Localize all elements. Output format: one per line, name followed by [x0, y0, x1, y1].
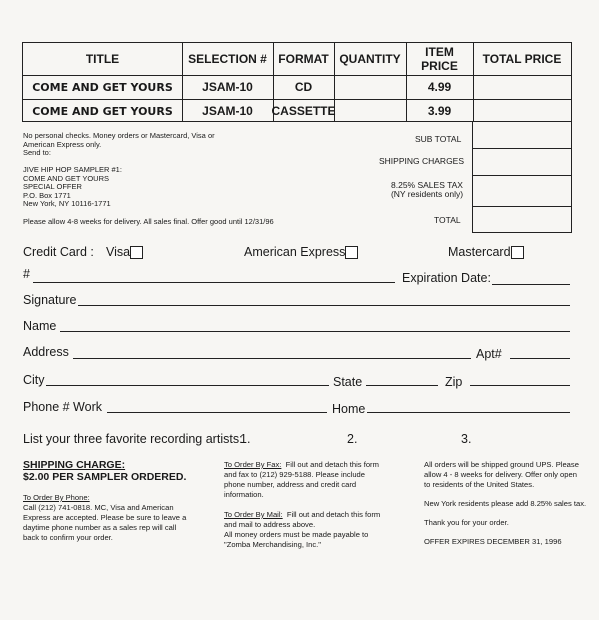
- phone-order-heading: To Order By Phone:: [23, 493, 90, 502]
- state-field[interactable]: [366, 385, 438, 386]
- apt-field[interactable]: [510, 358, 570, 359]
- sales-tax-label: 8.25% SALES TAX (NY residents only): [390, 180, 464, 199]
- work-phone-label: Phone # Work: [23, 400, 102, 414]
- work-phone-field[interactable]: [107, 412, 327, 413]
- ny-tax-note: New York residents please add 8.25% sales tax.: [424, 499, 587, 508]
- delivery-note: Please allow 4-8 weeks for delivery. All sales final. Offer good until 12/31/96: [23, 217, 274, 226]
- name-label: Name: [23, 319, 57, 333]
- city-label: City: [23, 373, 45, 387]
- card-number-field[interactable]: [33, 282, 395, 283]
- shipping-charges-label: SHIPPING CHARGES: [379, 156, 465, 166]
- fax-order-text: To Order By Fax: Fill out and detach this form: [224, 460, 379, 469]
- expiration-field[interactable]: [492, 284, 570, 285]
- zip-label: Zip: [445, 375, 463, 389]
- phone-order-text: Call (212) 741-0818. MC, Visa and American Express are accepted. Please be sure to leave a daytime phone number as a sales rep will call back to confirm your order.: [23, 503, 187, 542]
- thank-you-note: Thank you for your order.: [424, 518, 509, 527]
- header-title: TITLE: [85, 52, 120, 66]
- expiration-label: Expiration Date:: [402, 271, 491, 285]
- mailing-address: JIVE HIP HOP SAMPLER #1: COME AND GET YOURS SPECIAL OFFER P.O. Box 1771 New York, NY 10116-1771: [23, 165, 122, 209]
- header-quantity: QUANTITY: [339, 52, 401, 66]
- signature-field[interactable]: [78, 305, 570, 306]
- row2-selection: JSAM-10: [202, 104, 253, 118]
- artist-1-field[interactable]: 1.: [240, 432, 251, 446]
- credit-card-label: Credit Card :: [23, 245, 94, 259]
- zip-field[interactable]: [470, 385, 570, 386]
- address-label: Address: [23, 345, 69, 359]
- amex-label: American Express: [244, 245, 346, 259]
- home-phone-field[interactable]: [367, 412, 570, 413]
- row1-format: CD: [294, 80, 313, 94]
- total-label: TOTAL: [434, 215, 461, 225]
- header-selection: SELECTION #: [188, 52, 267, 66]
- fax-order-heading: To Order By Fax:: [224, 460, 282, 469]
- row-divider: [473, 148, 571, 149]
- apt-label: Apt#: [476, 347, 502, 361]
- delivery-info-section: All orders will be shipped ground UPS. Please allow 4 - 8 weeks for delivery. Offer only open to residents of the United States. New York residents please add 8.25% sales tax. Thank you for your order. OFFER EXPIRES DECEMBER 31, 1996: [424, 460, 599, 547]
- mail-order-heading: To Order By Mail:: [224, 510, 283, 519]
- order-methods-section: To Order By Fax: Fill out and detach this form and fax to (212) 929-5188. Please include phone number, address and credit card information. To Order By Mail: Fill out and detach this form and mail to address above. All money orders must be made payable to "Zomba Merchandising, Inc.": [224, 460, 414, 550]
- visa-checkbox[interactable]: [130, 246, 143, 259]
- row-divider: [473, 206, 571, 207]
- favorite-artists-label: List your three favorite recording artists:: [23, 432, 243, 446]
- row2-title: COME AND GET YOURS: [32, 104, 173, 118]
- visa-option[interactable]: [106, 245, 143, 259]
- mail-order-text: To Order By Mail: Fill out and detach this form: [224, 510, 381, 519]
- row2-format: CASSETTE: [271, 104, 336, 118]
- mastercard-label: Mastercard: [448, 245, 511, 259]
- shipping-charge-heading: SHIPPING CHARGE:: [23, 459, 126, 471]
- payment-note: No personal checks. Money orders or Mastercard, Visa or American Express only. Send to:: [23, 131, 215, 158]
- name-field[interactable]: [60, 331, 570, 332]
- home-phone-label: Home: [332, 402, 366, 416]
- row1-title: COME AND GET YOURS: [32, 80, 173, 94]
- visa-label: Visa: [106, 245, 131, 259]
- row2-quantity-field[interactable]: [334, 99, 406, 123]
- header-total-price: TOTAL PRICE: [482, 52, 562, 66]
- order-table: [22, 42, 572, 122]
- row-divider: [473, 175, 571, 176]
- state-label: State: [333, 375, 363, 389]
- header-item-price: ITEM PRICE: [421, 45, 458, 73]
- amex-checkbox[interactable]: [345, 246, 358, 259]
- header-format: FORMAT: [278, 52, 329, 66]
- address-field[interactable]: [73, 358, 471, 359]
- artist-3-field[interactable]: 3.: [461, 432, 472, 446]
- offer-expires-note: OFFER EXPIRES DECEMBER 31, 1996: [424, 537, 562, 546]
- card-number-label: #: [23, 267, 30, 281]
- totals-box: [472, 122, 572, 233]
- shipping-charge-price: $2.00 PER SAMPLER ORDERED.: [23, 471, 187, 483]
- signature-label: Signature: [23, 293, 77, 307]
- row1-quantity-field[interactable]: [334, 75, 406, 99]
- mastercard-option[interactable]: [448, 245, 524, 259]
- row2-total-field[interactable]: [473, 99, 571, 123]
- city-field[interactable]: [46, 385, 329, 386]
- amex-option[interactable]: [244, 245, 358, 259]
- row1-total-field[interactable]: [473, 75, 571, 99]
- shipping-charge-section: [23, 459, 213, 543]
- row1-selection: JSAM-10: [202, 80, 253, 94]
- row1-item-price: 4.99: [427, 80, 452, 94]
- mastercard-checkbox[interactable]: [511, 246, 524, 259]
- sub-total-label: SUB TOTAL: [415, 134, 462, 144]
- artist-2-field[interactable]: 2.: [347, 432, 358, 446]
- row2-item-price: 3.99: [427, 104, 452, 118]
